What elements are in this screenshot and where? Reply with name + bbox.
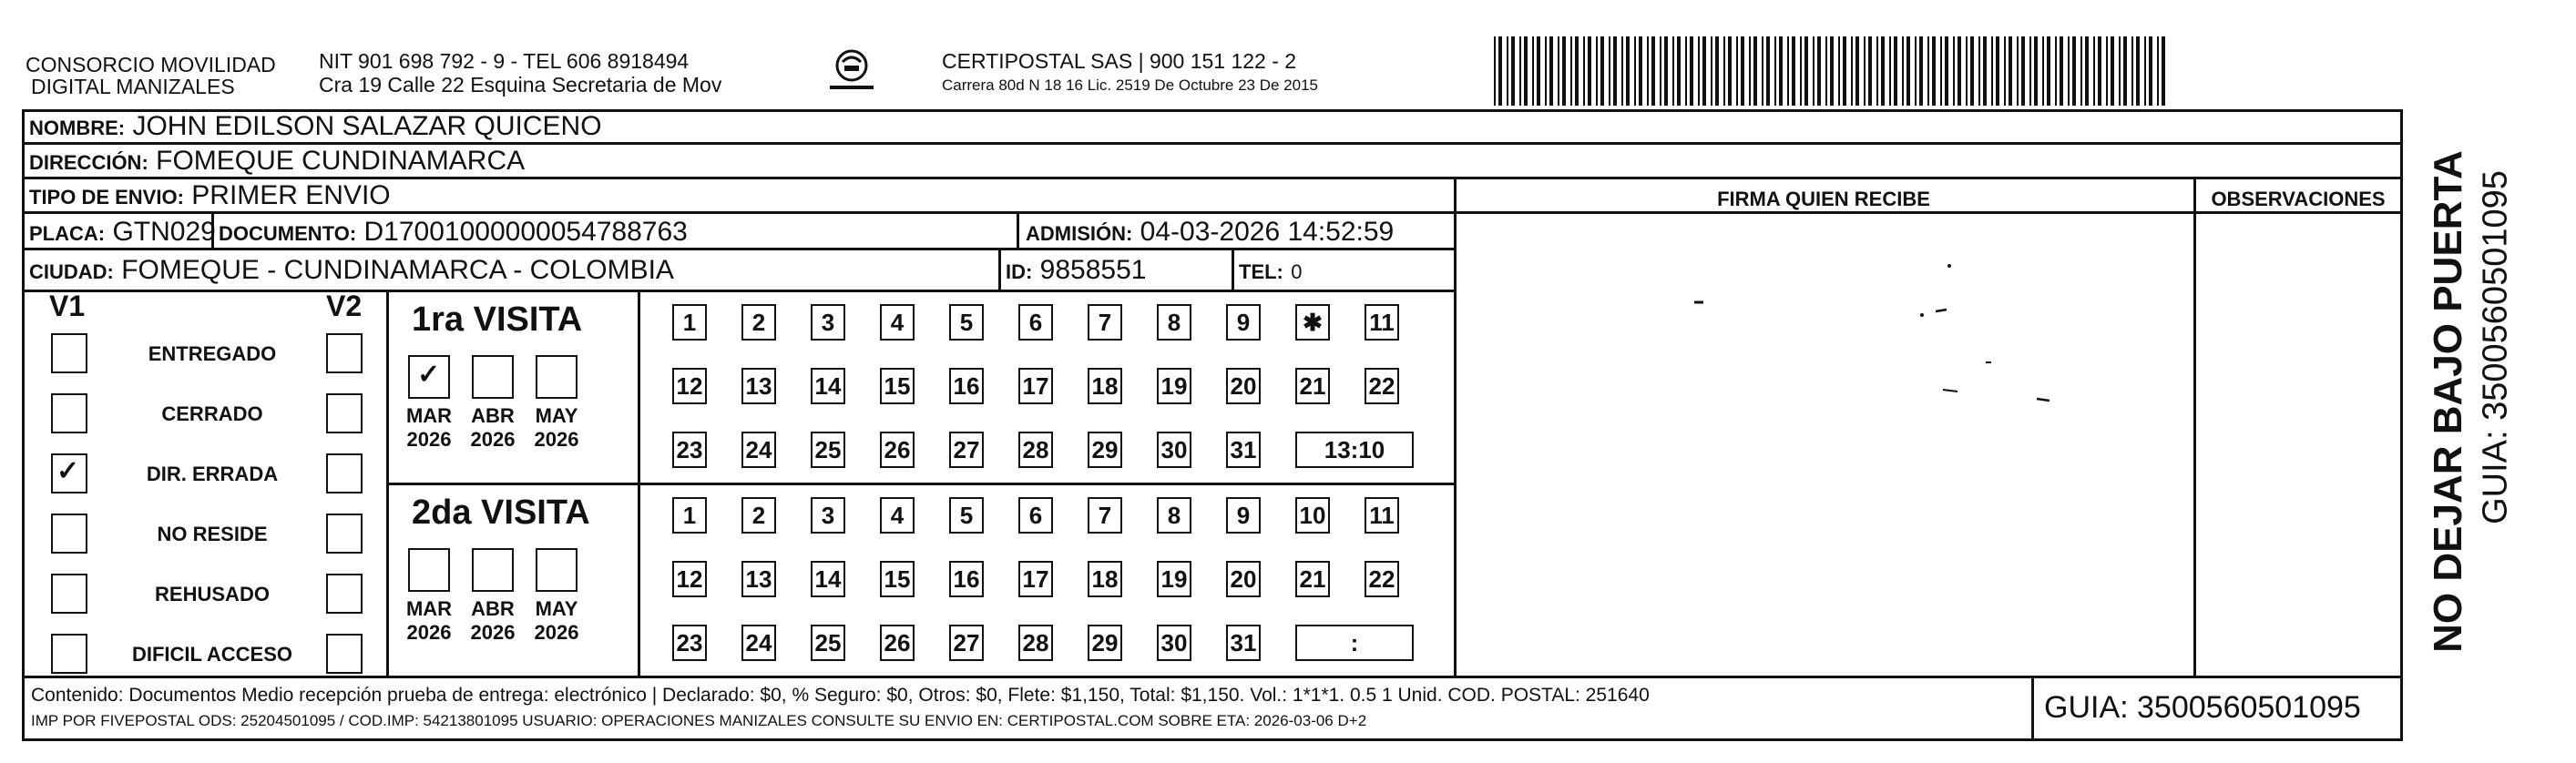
id-value: 9858551 [1039, 255, 1147, 285]
month-label: MAY [535, 597, 578, 620]
signature-marks [1676, 255, 2095, 464]
month-checkbox[interactable] [536, 355, 578, 399]
company-name-line1: CONSORCIO MOVILIDAD [26, 53, 276, 76]
tipo-envio-label: TIPO DE ENVIO: [29, 186, 184, 209]
documento-label: DOCUMENTO: [219, 222, 357, 245]
barcode-bar [1677, 36, 1681, 106]
tel-label: TEL: [1239, 260, 1283, 283]
barcode-bar [1983, 36, 1987, 106]
ciudad-value: FOMEQUE - CUNDINAMARCA - COLOMBIA [121, 255, 674, 285]
day-box[interactable]: 9 [1226, 497, 1261, 534]
documento-value: D17001000000054788763 [363, 217, 688, 247]
barcode-bar [1562, 36, 1566, 106]
barcode-bar [1660, 36, 1661, 106]
barcode-bar [2119, 36, 2121, 106]
barcode-bar [1749, 36, 1751, 106]
day-box[interactable]: 2 [741, 304, 776, 341]
check-mark-icon: ✓ [417, 360, 441, 390]
day-box[interactable]: 8 [1157, 497, 1191, 534]
month-checkbox[interactable] [472, 548, 514, 592]
barcode-bar [2042, 36, 2044, 106]
month-checkbox[interactable] [408, 355, 450, 399]
barcode-bar [2068, 36, 2070, 106]
barcode-bar [1864, 36, 1866, 106]
barcode-bar [2021, 36, 2025, 106]
barcode-bar [2072, 36, 2076, 106]
barcode-bar [1537, 36, 1540, 106]
day-box[interactable]: 5 [949, 304, 984, 341]
status-label: NO RESIDE [157, 523, 268, 545]
day-box[interactable]: 23 [672, 432, 707, 468]
barcode-bar [2034, 36, 2038, 106]
day-box[interactable]: 27 [949, 625, 984, 661]
barcode-bar [1779, 36, 1783, 106]
day-box[interactable]: 31 [1226, 625, 1261, 661]
tel-row [1239, 255, 1302, 286]
ciudad-label: CIUDAD: [29, 260, 114, 283]
year-label: 2026 [534, 621, 579, 644]
firma-header: FIRMA QUIEN RECIBE [1717, 188, 1930, 210]
status-label: DIFICIL ACCESO [131, 643, 292, 666]
certipostal-logo-icon [824, 46, 879, 97]
barcode-bar [1753, 36, 1757, 106]
barcode-bar [2093, 36, 2095, 106]
day-box[interactable]: 8 [1157, 304, 1191, 341]
barcode-bar [1940, 36, 1942, 106]
day-box[interactable]: 2 [741, 497, 776, 534]
barcode-bar [1570, 36, 1572, 106]
barcode-bar [2098, 36, 2101, 106]
day-box[interactable]: 24 [741, 625, 776, 661]
barcode-bar [1545, 36, 1547, 106]
barcode-bar [2106, 36, 2108, 106]
day-box[interactable]: 1 [672, 497, 707, 534]
id-label: ID: [1006, 260, 1033, 283]
year-label: 2026 [406, 428, 452, 451]
barcode-bar [1728, 36, 1732, 106]
second-visit-title: 2da VISITA [412, 493, 590, 532]
barcode-bar [1876, 36, 1878, 106]
month-label: ABR [471, 404, 515, 427]
direccion-row [29, 146, 525, 177]
footer-imp: IMP POR FIVEPOSTAL ODS: 25204501095 / COD.IMP: 54213801095 USUARIO: OPERACIONES MANIZALES CONSULTE SU ENVIO EN: CERTIPOSTAL.COM SOBRE ETA: 2026-03-06 D+2 [31, 712, 1367, 729]
company-address: Cra 19 Calle 22 Esquina Secretaria de Mov [319, 73, 722, 97]
time-box[interactable]: 13:10 [1295, 432, 1414, 468]
v2-checkbox[interactable] [326, 634, 363, 674]
v2-checkbox[interactable] [326, 514, 363, 554]
day-box[interactable]: 12 [672, 561, 707, 597]
barcode-bar [2080, 36, 2082, 106]
day-box[interactable]: 23 [672, 625, 707, 661]
barcode-bar [2131, 36, 2133, 106]
day-box[interactable]: 18 [1088, 368, 1122, 404]
day-box[interactable]: 7 [1088, 497, 1122, 534]
barcode-bar [1639, 36, 1642, 106]
day-box[interactable]: 30 [1157, 625, 1191, 661]
barcode-bar [1978, 36, 1980, 106]
barcode-bar [2060, 36, 2063, 106]
courier-name: CERTIPOSTAL SAS | 900 151 122 - 2 [942, 49, 1297, 73]
v1-checkbox[interactable] [51, 393, 87, 433]
barcode-bar [1596, 36, 1598, 106]
day-box[interactable]: 29 [1088, 625, 1122, 661]
month-checkbox[interactable] [408, 548, 450, 592]
footer-guia: GUIA: 3500560501095 [2044, 690, 2361, 725]
barcode-bar [2085, 36, 2089, 106]
barcode-bar [2004, 36, 2006, 106]
day-box[interactable]: 19 [1157, 368, 1191, 404]
day-box[interactable]: 15 [880, 561, 915, 597]
v2-checkbox[interactable] [326, 574, 363, 614]
barcode-bar [1741, 36, 1744, 106]
day-box[interactable]: 25 [811, 432, 845, 468]
barcode-bar [2017, 36, 2019, 106]
day-box[interactable]: 1 [672, 304, 707, 341]
year-label: 2026 [470, 621, 516, 644]
barcode-bar [1723, 36, 1725, 106]
day-box[interactable]: 24 [741, 432, 776, 468]
barcode-bar [1588, 36, 1591, 106]
month-checkbox[interactable] [536, 548, 578, 592]
day-box[interactable]: 4 [880, 304, 915, 341]
barcode-bar [1919, 36, 1923, 106]
month-label: ABR [471, 597, 515, 620]
barcode-bar [1800, 36, 1802, 106]
barcode-bar [1736, 36, 1738, 106]
month-checkbox[interactable] [472, 355, 514, 399]
side-warning: NO DEJAR BAJO PUERTA [2426, 150, 2470, 653]
direccion-value: FOMEQUE CUNDINAMARCA [156, 146, 526, 176]
barcode-bar [2162, 36, 2165, 106]
id-row [1006, 255, 1146, 286]
barcode-bar [1613, 36, 1617, 106]
barcode-bar [1902, 36, 1904, 106]
v1-checkbox[interactable] [51, 514, 87, 554]
barcode-bar [1519, 36, 1521, 106]
barcode-bar [1583, 36, 1585, 106]
barcode-bar [1766, 36, 1770, 106]
day-box[interactable]: 26 [880, 432, 915, 468]
barcode-bar [1507, 36, 1508, 106]
barcode-bar [2136, 36, 2140, 106]
barcode-bar [1558, 36, 1559, 106]
barcode-bar [1511, 36, 1515, 106]
barcode-bar [1711, 36, 1712, 106]
nombre-row [29, 111, 602, 142]
year-label: 2026 [534, 428, 579, 451]
barcode-bar [1494, 36, 1496, 106]
barcode [1492, 36, 2173, 106]
barcode-bar [1685, 36, 1687, 106]
barcode-bar [1792, 36, 1795, 106]
barcode-bar [1945, 36, 1948, 106]
barcode-bar [2047, 36, 2050, 106]
day-box[interactable]: 6 [1018, 497, 1053, 534]
day-box[interactable]: 18 [1088, 561, 1122, 597]
day-box[interactable]: 6 [1018, 304, 1053, 341]
time-box[interactable]: : [1295, 625, 1414, 661]
day-box[interactable]: 20 [1226, 368, 1261, 404]
admision-label: ADMISIÓN: [1026, 222, 1133, 245]
company-nit: NIT 901 698 792 - 9 - TEL 606 8918494 [319, 49, 690, 73]
barcode-bar [1804, 36, 1808, 106]
barcode-bar [1609, 36, 1610, 106]
nombre-label: NOMBRE: [29, 117, 126, 139]
first-visit-title: 1ra VISITA [412, 300, 583, 339]
barcode-bar [1868, 36, 1872, 106]
admision-row [1026, 217, 1394, 248]
side-guia: GUIA: 3500560501095 [2476, 170, 2515, 524]
status-label: CERRADO [161, 402, 263, 425]
day-box[interactable]: 21 [1295, 368, 1330, 404]
footer-contenido: Contenido: Documentos Medio recepción prueba de entrega: electrónico | Declarado: $0, % Seguro: $0, Otros: $0, Flete: $1,150, Total: $1,150. Vol.: 1*1*1. 0.5 1 Unid. COD. POSTAL: 251640 [31, 685, 1650, 706]
barcode-bar [2029, 36, 2031, 106]
admision-value: 04-03-2026 14:52:59 [1140, 217, 1395, 247]
barcode-bar [1634, 36, 1636, 106]
v2-label: V2 [326, 290, 363, 322]
barcode-bar [1838, 36, 1840, 106]
day-box[interactable]: 10 [1295, 497, 1330, 534]
day-box[interactable]: 27 [949, 432, 984, 468]
barcode-bar [1966, 36, 1968, 106]
day-box[interactable]: 25 [811, 625, 845, 661]
ciudad-row [29, 255, 674, 286]
barcode-bar [1702, 36, 1706, 106]
barcode-bar [1621, 36, 1623, 106]
barcode-bar [1889, 36, 1891, 106]
day-box[interactable]: ✱ [1295, 304, 1330, 341]
barcode-bar [1762, 36, 1763, 106]
day-box[interactable]: 14 [811, 561, 845, 597]
barcode-bar [1906, 36, 1910, 106]
company-name-line2: DIGITAL MANIZALES [31, 75, 235, 98]
observaciones-header: OBSERVACIONES [2211, 188, 2386, 210]
barcode-bar [1958, 36, 1961, 106]
barcode-bar [1996, 36, 1999, 106]
barcode-bar [1524, 36, 1528, 106]
tipo-envio-value: PRIMER ENVIO [191, 180, 391, 210]
status-label: DIR. ERRADA [146, 463, 279, 485]
courier-address: Carrera 80d N 18 16 Lic. 2519 De Octubre 23 De 2015 [942, 76, 1318, 94]
barcode-bar [1532, 36, 1534, 106]
day-box[interactable]: 30 [1157, 432, 1191, 468]
tel-value: 0 [1291, 260, 1303, 283]
barcode-bar [1991, 36, 1993, 106]
day-box[interactable]: 29 [1088, 432, 1122, 468]
barcode-bar [1690, 36, 1693, 106]
day-box[interactable]: 21 [1295, 561, 1330, 597]
barcode-bar [1881, 36, 1885, 106]
barcode-bar [2123, 36, 2127, 106]
barcode-bar [1927, 36, 1929, 106]
day-box[interactable]: 28 [1018, 625, 1053, 661]
barcode-bar [1698, 36, 1700, 106]
v1-checkbox[interactable] [51, 574, 87, 614]
day-box[interactable]: 17 [1018, 368, 1053, 404]
barcode-bar [1825, 36, 1827, 106]
barcode-bar [1851, 36, 1853, 106]
nombre-value: JOHN EDILSON SALAZAR QUICENO [132, 111, 602, 141]
day-box[interactable]: 12 [672, 368, 707, 404]
day-box[interactable]: 28 [1018, 432, 1053, 468]
v1-checkbox[interactable] [51, 333, 87, 373]
day-box[interactable]: 22 [1365, 368, 1399, 404]
barcode-bar [1970, 36, 1974, 106]
barcode-bar [2157, 36, 2159, 106]
barcode-bar [1626, 36, 1630, 106]
day-box[interactable]: 13 [741, 561, 776, 597]
day-box[interactable]: 17 [1018, 561, 1053, 597]
day-box[interactable]: 14 [811, 368, 845, 404]
barcode-bar [1813, 36, 1814, 106]
v1-label: V1 [49, 290, 86, 322]
barcode-bar [2149, 36, 2152, 106]
barcode-bar [1817, 36, 1821, 106]
day-box[interactable]: 20 [1226, 561, 1261, 597]
v1-checkbox[interactable] [51, 453, 87, 493]
day-box[interactable]: 3 [811, 304, 845, 341]
barcode-bar [2144, 36, 2146, 106]
day-box[interactable]: 5 [949, 497, 984, 534]
barcode-bar [1932, 36, 1936, 106]
year-label: 2026 [406, 621, 452, 644]
tipo-envio-row [29, 180, 391, 211]
placa-label: PLACA: [29, 222, 106, 245]
documento-row [219, 217, 688, 248]
v2-checkbox[interactable] [326, 333, 363, 373]
barcode-bar [2055, 36, 2057, 106]
day-box[interactable]: 15 [880, 368, 915, 404]
v2-checkbox[interactable] [326, 393, 363, 433]
barcode-bar [1953, 36, 1955, 106]
barcode-bar [1894, 36, 1897, 106]
status-label: ENTREGADO [148, 342, 277, 365]
day-box[interactable]: 26 [880, 625, 915, 661]
month-label: MAR [405, 404, 453, 427]
barcode-bar [1647, 36, 1649, 106]
day-box[interactable]: 11 [1365, 304, 1399, 341]
month-label: MAR [405, 597, 453, 620]
status-label: REHUSADO [155, 583, 270, 605]
placa-row [29, 217, 216, 248]
barcode-bar [1549, 36, 1553, 106]
day-box[interactable]: 11 [1365, 497, 1399, 534]
barcode-bar [1915, 36, 1917, 106]
v2-checkbox[interactable] [326, 453, 363, 493]
check-mark-icon: ✓ [56, 456, 80, 486]
barcode-bar [1651, 36, 1655, 106]
barcode-bar [2009, 36, 2012, 106]
day-box[interactable]: 22 [1365, 561, 1399, 597]
barcode-bar [1664, 36, 1668, 106]
day-box[interactable]: 16 [949, 561, 984, 597]
day-box[interactable]: 19 [1157, 561, 1191, 597]
barcode-bar [1787, 36, 1789, 106]
placa-value: GTN029 [112, 217, 216, 247]
day-box[interactable]: 4 [880, 497, 915, 534]
barcode-bar [1855, 36, 1859, 106]
day-box[interactable]: 3 [811, 497, 845, 534]
barcode-bar [1575, 36, 1579, 106]
barcode-bar [1830, 36, 1834, 106]
barcode-bar [1843, 36, 1846, 106]
month-label: MAY [535, 404, 578, 427]
barcode-bar [1715, 36, 1719, 106]
day-box[interactable]: 7 [1088, 304, 1122, 341]
barcode-bar [1774, 36, 1776, 106]
day-box[interactable]: 31 [1226, 432, 1261, 468]
barcode-bar [1498, 36, 1502, 106]
day-box[interactable]: 9 [1226, 304, 1261, 341]
direccion-label: DIRECCIÓN: [29, 151, 148, 174]
barcode-bar [1600, 36, 1604, 106]
barcode-bar [1672, 36, 1674, 106]
year-label: 2026 [470, 428, 516, 451]
barcode-bar [2111, 36, 2114, 106]
day-box[interactable]: 13 [741, 368, 776, 404]
v1-checkbox[interactable] [51, 634, 87, 674]
day-box[interactable]: 16 [949, 368, 984, 404]
